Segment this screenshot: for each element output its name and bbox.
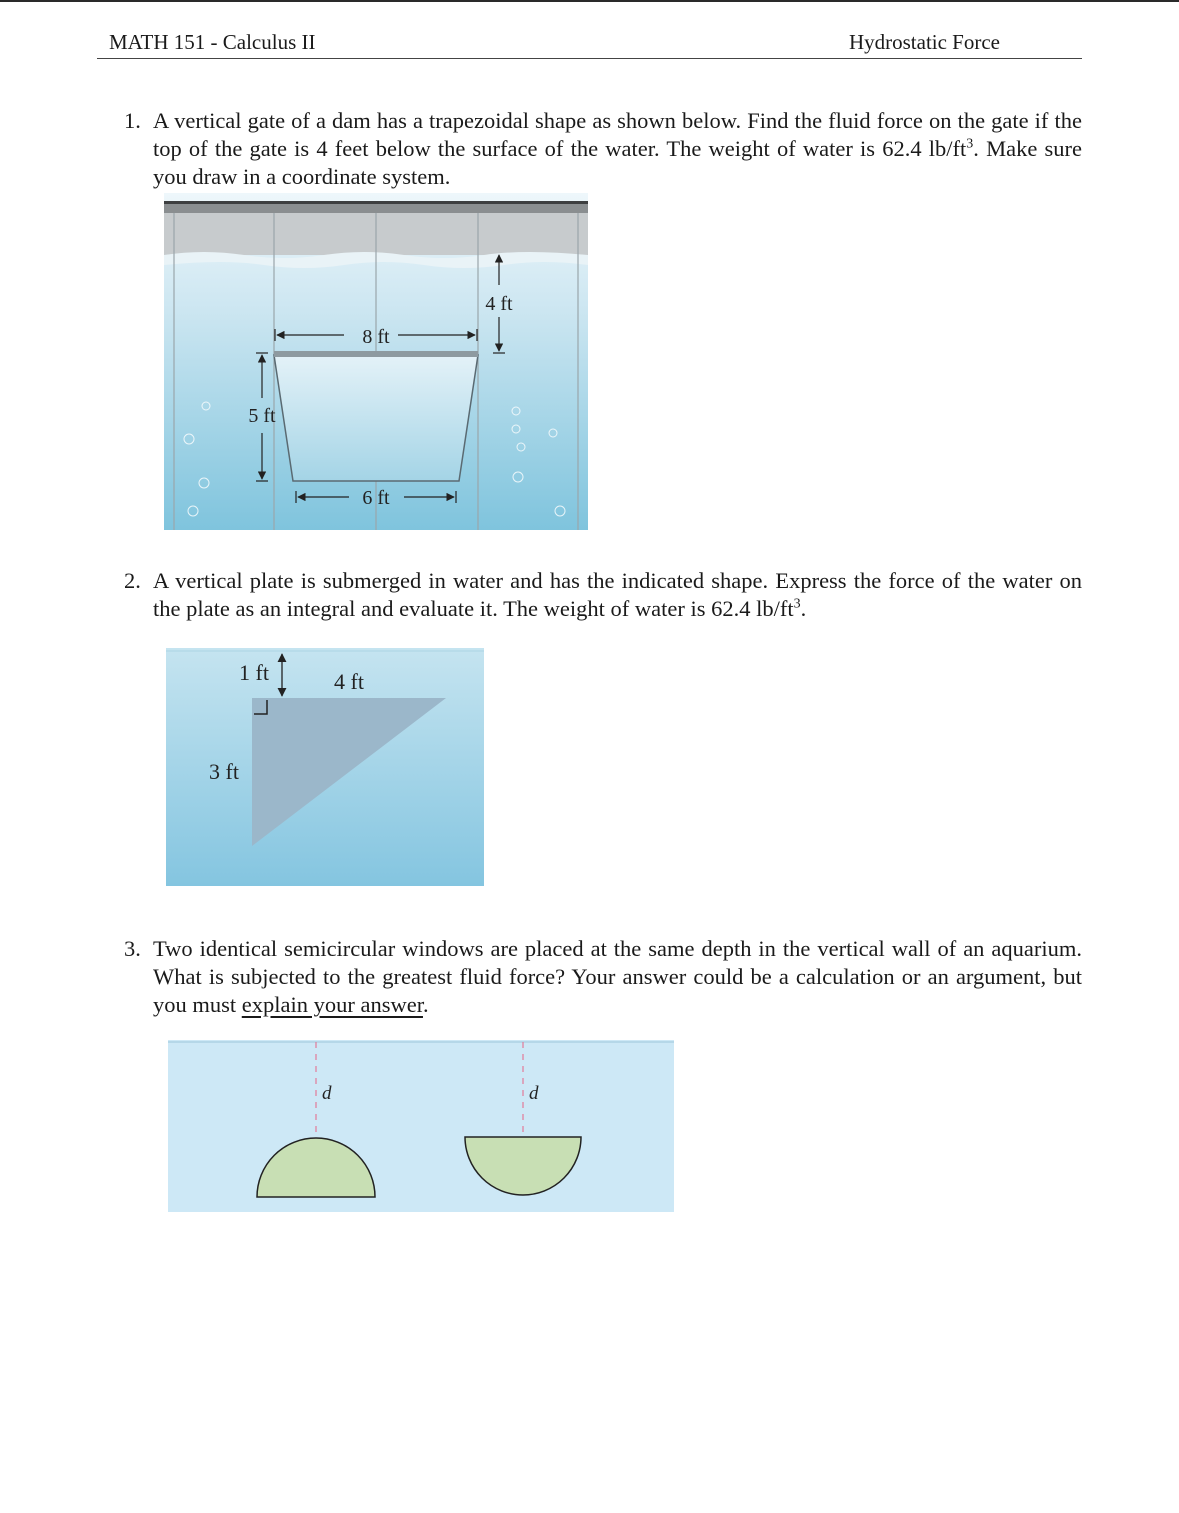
problem-text: A vertical gate of a dam has a trapezoidal shape as shown below. Find the fluid force on the gate if the top of the gate is 4 feet below the surface of the water. The weight of water is 62.4 $lb/ft^3$. Make sure you draw in a coordinate system. — [153, 108, 1082, 189]
aquarium-windows-figure — [168, 1040, 674, 1212]
page-header — [97, 28, 1082, 59]
trapezoid-gate — [274, 355, 478, 481]
problem-text: Two identical semicircular windows are placed at the same depth in the vertical wall of an aquarium. What is subjected to the greatest fluid force? Your answer could be a calculation or an argument, but you must explain your answer. — [153, 936, 1082, 1017]
top-rule — [0, 0, 1179, 2]
label-d-left: d — [322, 1083, 332, 1104]
label-6ft: 6 ft — [362, 487, 390, 509]
problem-text: A vertical plate is submerged in water and has the indicated shape. Express the force of the water on the plate as an integral and evaluate it. The weight of water is 62.4 $lb/ft^3$. — [153, 568, 1082, 621]
triangle-plate-figure — [166, 648, 484, 886]
problem-number: 1. — [124, 108, 141, 133]
label-d-right: d — [529, 1083, 539, 1104]
label-8ft: 8 ft — [362, 326, 390, 348]
problem-number: 3. — [124, 936, 141, 961]
explain-answer-underlined: explain your answer — [241, 992, 423, 1017]
label-4ft: 4 ft — [485, 293, 513, 315]
label-1ft: 1 ft — [239, 660, 269, 685]
topic-title: Hydrostatic Force — [848, 30, 1000, 54]
label-5ft: 5 ft — [248, 405, 276, 427]
label-3ft: 3 ft — [209, 759, 239, 784]
course-title: MATH 151 - Calculus II — [109, 30, 316, 54]
problem-2 — [124, 567, 1082, 623]
problem-number: 2. — [124, 568, 141, 593]
dam-gate-figure — [164, 193, 588, 530]
problem-1 — [124, 107, 1082, 191]
problem-3 — [124, 935, 1082, 1019]
label-4ft: 4 ft — [334, 669, 364, 694]
